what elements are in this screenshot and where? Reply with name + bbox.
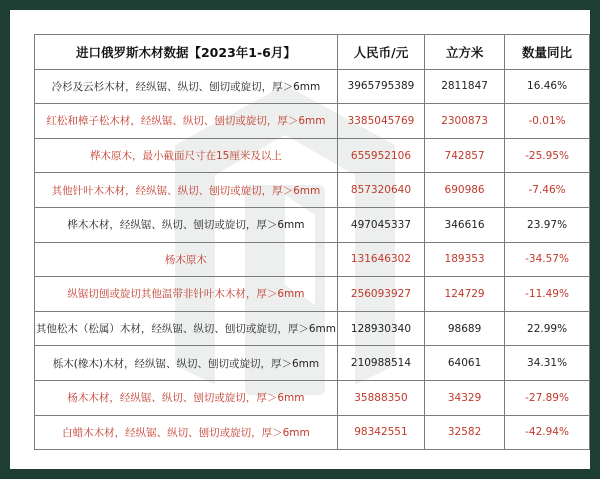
table-row	[35, 380, 590, 415]
table-row	[35, 415, 590, 450]
cell-product-name: 其他松木（松属）木材，经纵锯、纵切、刨切或旋切，厚＞6mm	[35, 311, 338, 346]
cell-yoy: 34.31%	[505, 346, 590, 381]
table-title: 进口俄罗斯木材数据【2023年1-6月】	[35, 35, 338, 70]
table-row	[35, 69, 590, 104]
cell-rmb: 256093927	[337, 277, 424, 312]
table-row	[35, 346, 590, 381]
table-row	[35, 173, 590, 208]
cell-product-name: 杨木原木	[35, 242, 338, 277]
timber-import-table	[34, 34, 590, 450]
cell-product-name: 红松和樟子松木材，经纵锯、纵切、刨切或旋切，厚＞6mm	[35, 104, 338, 139]
cell-product-name: 桦木原木，最小截面尺寸在15厘米及以上	[35, 138, 338, 173]
cell-yoy: 16.46%	[505, 69, 590, 104]
table-row	[35, 277, 590, 312]
cell-product-name: 桦木木材，经纵锯、纵切、刨切或旋切，厚＞6mm	[35, 207, 338, 242]
cell-product-name: 纵锯切刨或旋切其他温带非针叶木木材，厚＞6mm	[35, 277, 338, 312]
cell-product-name: 其他针叶木木材，经纵锯、纵切、刨切或旋切，厚＞6mm	[35, 173, 338, 208]
table-row	[35, 311, 590, 346]
cell-yoy: -34.57%	[505, 242, 590, 277]
table-body	[35, 69, 590, 450]
cell-rmb: 3385045769	[337, 104, 424, 139]
table-row	[35, 104, 590, 139]
cell-yoy: -42.94%	[505, 415, 590, 450]
cell-rmb: 131646302	[337, 242, 424, 277]
cell-product-name: 杨木木材，经纵锯、纵切、刨切或旋切，厚＞6mm	[35, 380, 338, 415]
content-panel	[10, 10, 590, 469]
cell-rmb: 655952106	[337, 138, 424, 173]
cell-yoy: -11.49%	[505, 277, 590, 312]
cell-rmb: 128930340	[337, 311, 424, 346]
cell-product-name: 白蜡木木材，经纵锯、纵切、刨切或旋切，厚＞6mm	[35, 415, 338, 450]
table-row	[35, 242, 590, 277]
cell-yoy: -0.01%	[505, 104, 590, 139]
table-row	[35, 207, 590, 242]
cell-cubic-meters: 189353	[425, 242, 505, 277]
cell-rmb: 98342551	[337, 415, 424, 450]
cell-rmb: 857320640	[337, 173, 424, 208]
cell-rmb: 3965795389	[337, 69, 424, 104]
cell-cubic-meters: 124729	[425, 277, 505, 312]
header-cubic-meters: 立方米	[425, 35, 505, 70]
cell-rmb: 497045337	[337, 207, 424, 242]
cell-yoy: -27.89%	[505, 380, 590, 415]
cell-yoy: 23.97%	[505, 207, 590, 242]
cell-cubic-meters: 64061	[425, 346, 505, 381]
cell-product-name: 栎木(橡木)木材，经纵锯、纵切、刨切或旋切，厚＞6mm	[35, 346, 338, 381]
cell-cubic-meters: 2811847	[425, 69, 505, 104]
cell-yoy: -7.46%	[505, 173, 590, 208]
cell-cubic-meters: 2300873	[425, 104, 505, 139]
cell-rmb: 210988514	[337, 346, 424, 381]
cell-yoy: -25.95%	[505, 138, 590, 173]
cell-cubic-meters: 32582	[425, 415, 505, 450]
cell-cubic-meters: 34329	[425, 380, 505, 415]
cell-product-name: 冷杉及云杉木材，经纵锯、纵切、刨切或旋切，厚＞6mm	[35, 69, 338, 104]
cell-cubic-meters: 690986	[425, 173, 505, 208]
table-row	[35, 138, 590, 173]
cell-cubic-meters: 346616	[425, 207, 505, 242]
header-rmb: 人民币/元	[337, 35, 424, 70]
cell-cubic-meters: 742857	[425, 138, 505, 173]
cell-cubic-meters: 98689	[425, 311, 505, 346]
cell-rmb: 35888350	[337, 380, 424, 415]
table-header-row	[35, 35, 590, 70]
cell-yoy: 22.99%	[505, 311, 590, 346]
header-yoy: 数量同比	[505, 35, 590, 70]
